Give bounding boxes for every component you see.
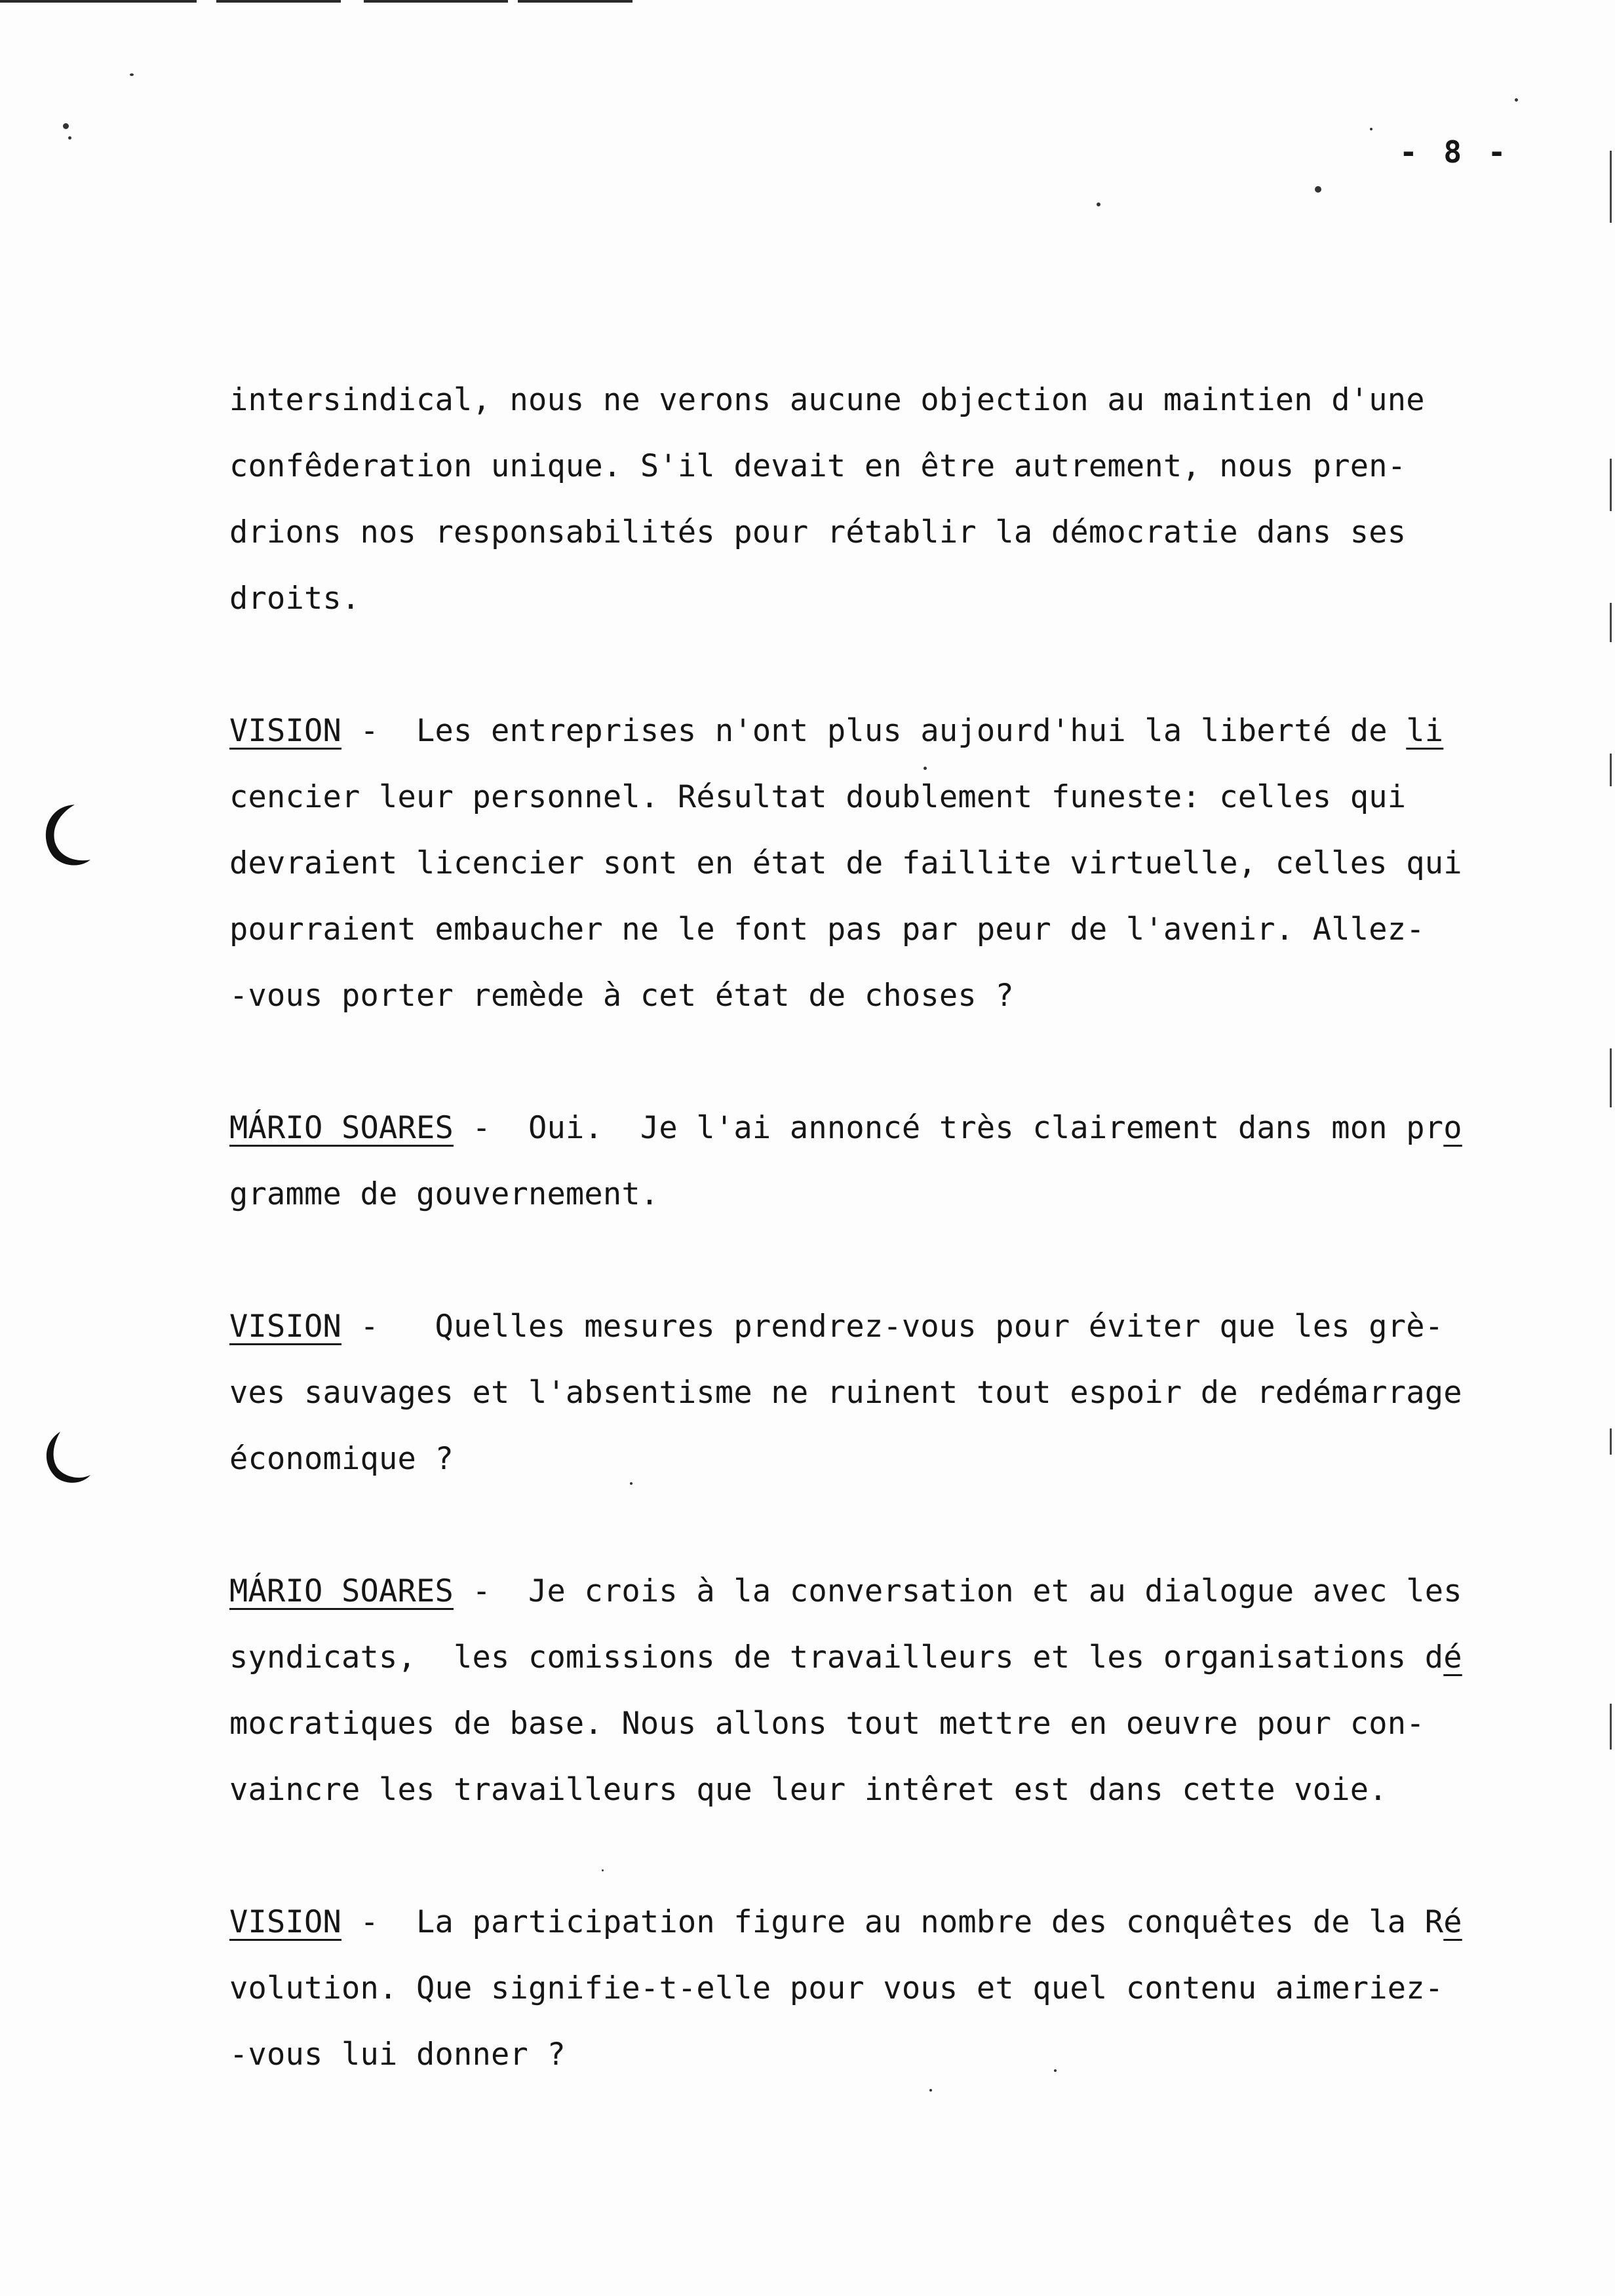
scan-speck bbox=[1515, 98, 1518, 102]
speaker-label: VISION bbox=[229, 1904, 341, 1940]
scan-edge-shadow bbox=[1610, 754, 1612, 786]
speaker-label: VISION bbox=[229, 713, 341, 749]
text-line bbox=[229, 1624, 1573, 1691]
paragraph-gap bbox=[229, 632, 1573, 698]
paragraph bbox=[229, 698, 1573, 1029]
scan-edge-shadow bbox=[1610, 1704, 1612, 1750]
speaker-label: VISION bbox=[229, 1309, 341, 1345]
punch-hole-mark bbox=[34, 1419, 93, 1491]
paragraph bbox=[229, 1889, 1573, 2088]
paragraph-gap bbox=[229, 1823, 1573, 1889]
scan-speck bbox=[63, 123, 69, 129]
punch-hole-mark bbox=[34, 799, 93, 871]
text-line bbox=[229, 1095, 1573, 1161]
text-line: intersindical, nous ne verons aucune objection au maintien d'une bbox=[229, 382, 1425, 418]
top-edge-rule bbox=[0, 0, 197, 3]
paragraph-gap bbox=[229, 1029, 1573, 1095]
line-text: - La participation figure au nombre des conquêtes de la R bbox=[341, 1904, 1444, 1940]
text-line: cencier leur personnel. Résultat doublement funeste: celles qui bbox=[229, 779, 1407, 815]
paragraph bbox=[229, 1095, 1573, 1227]
underlined-syllable: é bbox=[1443, 1904, 1462, 1940]
scan-edge-shadow bbox=[1610, 459, 1612, 511]
scan-edge-shadow bbox=[1610, 603, 1612, 642]
underlined-syllable: o bbox=[1443, 1110, 1462, 1146]
scan-edge-shadow bbox=[1610, 1428, 1612, 1455]
scan-speck bbox=[602, 1869, 604, 1871]
scan-edge-shadow bbox=[1610, 151, 1612, 223]
text-line: drions nos responsabilités pour rétablir la démocratie dans ses bbox=[229, 514, 1407, 550]
text-line: volution. Que signifie-t-elle pour vous et quel contenu aimeriez- bbox=[229, 1970, 1444, 2006]
text-line: gramme de gouvernement. bbox=[229, 1176, 659, 1212]
text-line bbox=[229, 1889, 1573, 1955]
line-text: - Je crois à la conversation et au dialogue avec les bbox=[453, 1573, 1462, 1609]
text-line bbox=[229, 698, 1573, 764]
text-line: devraient licencier sont en état de faillite virtuelle, celles qui bbox=[229, 845, 1462, 881]
text-line bbox=[229, 1558, 1573, 1624]
scan-speck bbox=[924, 767, 927, 770]
line-text: syndicats, les comissions de travailleurs et les organisations d bbox=[229, 1639, 1444, 1675]
top-edge-rule bbox=[518, 0, 632, 3]
line-text: - Les entreprises n'ont plus aujourd'hui la liberté de bbox=[341, 713, 1407, 749]
line-text: - Oui. Je l'ai annoncé très clairement dans mon pr bbox=[453, 1110, 1444, 1146]
paragraph bbox=[229, 367, 1573, 632]
scan-edge-shadow bbox=[1610, 1048, 1612, 1107]
scan-speck bbox=[630, 1482, 632, 1485]
text-line: droits. bbox=[229, 581, 360, 617]
scan-speck bbox=[68, 136, 71, 140]
paragraph bbox=[229, 1558, 1573, 1823]
text-line: pourraient embaucher ne le font pas par peur de l'avenir. Allez- bbox=[229, 911, 1425, 947]
text-line: vaincre les travailleurs que leur intêret est dans cette voie. bbox=[229, 1772, 1388, 1808]
underlined-syllable: é bbox=[1443, 1639, 1462, 1675]
scan-speck bbox=[1315, 186, 1321, 193]
line-text: - Quelles mesures prendrez-vous pour éviter que les grè- bbox=[341, 1309, 1444, 1345]
text-line: mocratiques de base. Nous allons tout mettre en oeuvre pour con- bbox=[229, 1706, 1425, 1742]
text-line: -vous lui donner ? bbox=[229, 2037, 566, 2073]
underlined-syllable: li bbox=[1406, 713, 1444, 749]
document-body bbox=[229, 367, 1573, 2088]
page-number: - 8 - bbox=[1399, 134, 1510, 170]
scan-speck bbox=[130, 73, 134, 76]
top-edge-rule bbox=[216, 0, 341, 3]
text-line bbox=[229, 1293, 1573, 1360]
text-line: ves sauvages et l'absentisme ne ruinent tout espoir de redémarrage bbox=[229, 1375, 1462, 1411]
text-line: confêderation unique. S'il devait en être autrement, nous pren- bbox=[229, 448, 1407, 484]
scan-speck bbox=[1054, 2069, 1057, 2072]
speaker-label: MÁRIO SOARES bbox=[229, 1573, 454, 1609]
scan-speck bbox=[1370, 128, 1372, 130]
text-line: -vous porter remède à cet état de choses ? bbox=[229, 978, 1014, 1014]
text-line: économique ? bbox=[229, 1441, 454, 1477]
scan-speck bbox=[1097, 202, 1100, 206]
paragraph-gap bbox=[229, 1227, 1573, 1293]
scan-speck bbox=[929, 2089, 932, 2092]
paragraph-gap bbox=[229, 1492, 1573, 1558]
top-edge-rule bbox=[364, 0, 508, 3]
paragraph bbox=[229, 1293, 1573, 1492]
speaker-label: MÁRIO SOARES bbox=[229, 1110, 454, 1146]
